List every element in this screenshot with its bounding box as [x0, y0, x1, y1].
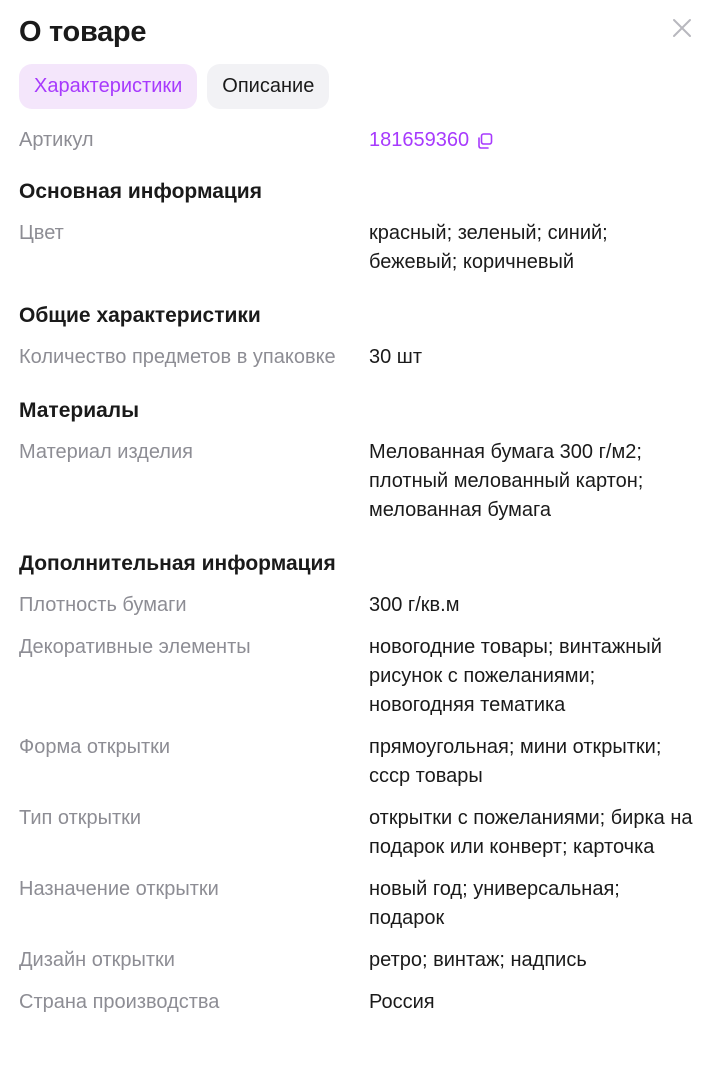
characteristics-list — [19, 126, 694, 1017]
tabs — [19, 64, 329, 109]
spec-row-shape — [19, 733, 694, 791]
spec-value: прямоугольная; мини открытки; ссср товары — [369, 736, 662, 787]
spec-row-density — [19, 591, 694, 620]
spec-label: Страна производства — [19, 991, 220, 1013]
spec-label: Назначение открытки — [19, 878, 219, 900]
close-icon — [670, 16, 694, 40]
section-title-additional: Дополнительная информация — [19, 552, 336, 575]
spec-value: Россия — [369, 991, 435, 1013]
close-button[interactable] — [670, 16, 694, 40]
spec-label: Материал изделия — [19, 441, 193, 463]
spec-value: новогодние товары; винтажный рисунок с пожеланиями; новогодняя тематика — [369, 636, 662, 716]
spec-value: Мелованная бумага 300 г/м2; плотный мелованный картон; мелованная бумага — [369, 441, 644, 521]
section-title-main-info: Основная информация — [19, 180, 262, 203]
section-title-materials: Материалы — [19, 399, 140, 422]
spec-value: ретро; винтаж; надпись — [369, 949, 587, 971]
copy-icon — [476, 132, 494, 150]
article-label: Артикул — [19, 129, 94, 151]
spec-row-purpose — [19, 875, 694, 933]
spec-row-country — [19, 988, 694, 1017]
spec-label: Тип открытки — [19, 807, 142, 829]
spec-label: Плотность бумаги — [19, 594, 187, 616]
spec-label: Количество предметов в упаковке — [19, 346, 336, 368]
spec-value: 300 г/кв.м — [369, 594, 460, 616]
header — [19, 12, 694, 56]
spec-label: Цвет — [19, 222, 64, 244]
spec-label: Дизайн открытки — [19, 949, 175, 971]
spec-row-design — [19, 946, 694, 975]
article-copy-button[interactable] — [369, 126, 694, 155]
spec-value: открытки с пожеланиями; бирка на подарок или конверт; карточка — [369, 807, 693, 858]
spec-row-type — [19, 804, 694, 862]
tab-description[interactable]: Описание — [207, 64, 329, 109]
spec-label: Декоративные элементы — [19, 636, 251, 658]
spec-row-material — [19, 438, 694, 525]
spec-row-color — [19, 219, 694, 277]
spec-value: новый год; универсальная; подарок — [369, 878, 620, 929]
article-value: 181659360 — [369, 129, 470, 151]
spec-row-decor — [19, 633, 694, 720]
spec-row-quantity — [19, 343, 694, 372]
tab-characteristics[interactable]: Характеристики — [19, 64, 197, 109]
section-title-general: Общие характеристики — [19, 304, 261, 327]
article-row — [19, 126, 694, 155]
spec-value: красный; зеленый; синий; бежевый; коричневый — [369, 222, 608, 273]
spec-label: Форма открытки — [19, 736, 171, 758]
page-title: О товаре — [19, 16, 147, 48]
spec-value: 30 шт — [369, 346, 423, 368]
